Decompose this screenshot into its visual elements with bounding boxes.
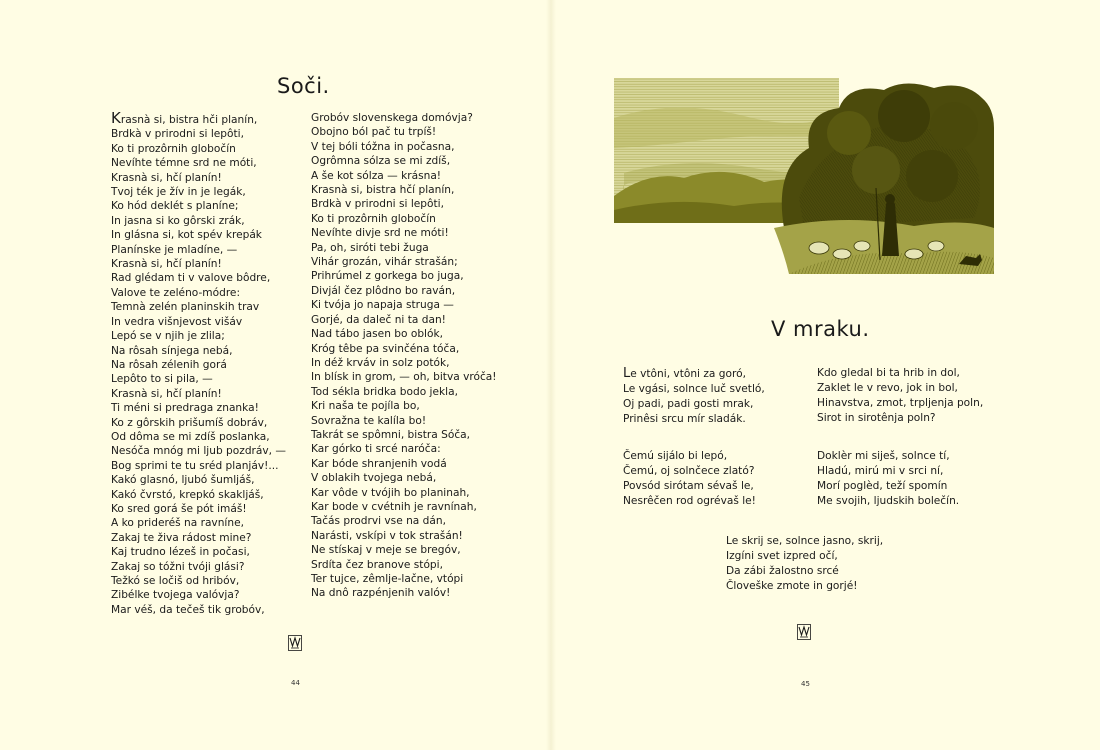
stanza-4 xyxy=(817,449,959,509)
verse-line: Krasnà si, hčí planín! xyxy=(111,171,222,184)
verse-line: Lepôto to si pila, — xyxy=(111,373,213,386)
page-number-right: 45 xyxy=(801,680,810,688)
monogram-ornament-left xyxy=(288,635,302,651)
verse-line: Króg têbe pa svinčéna tóča, xyxy=(311,342,460,355)
verse-line: Od dôma se mi zdíš poslanka, xyxy=(111,430,270,443)
verse-line: Obojno ból pač tu trpíš! xyxy=(311,126,437,139)
verse-line: Le vtôni, vtôni za goró, xyxy=(623,366,746,381)
verse-line: Kaj trudno lézeš in počasi, xyxy=(111,546,250,559)
verse-line: Nesrêčen rod ogrévaš le! xyxy=(623,495,756,507)
verse-line: Kakó glasnó, ljubó šumljáš, xyxy=(111,474,255,487)
verse-line: Zaklet le v revo, jok in bol, xyxy=(817,382,958,394)
verse-line: Povsód sirótam sévaš le, xyxy=(623,480,754,492)
verse-line: Čemú, oj solnčece zlató? xyxy=(623,465,755,477)
verse-line: Sovražna te kalíla bo! xyxy=(311,414,427,427)
verse-line: Prinêsi srcu mír sladák. xyxy=(623,413,746,425)
verse-line: Človeške zmote in gorjé! xyxy=(726,580,858,592)
verse-line: A še kot sólza — krásna! xyxy=(311,169,442,182)
verse-line: Takrát se spômni, bistra Sóča, xyxy=(311,428,470,441)
verse-line: Nad tábo jasen bo oblók, xyxy=(311,328,443,341)
verse-line: Na rôsah zélenih gorá xyxy=(111,358,227,371)
verse-line: Ko hód deklét s planíne; xyxy=(111,200,239,213)
verse-line: Narásti, vskípi v tok strašán! xyxy=(311,529,463,542)
verse-line: In déž krváv in solz potók, xyxy=(311,356,450,369)
verse-line: Grobóv slovenskega domóvja? xyxy=(311,112,473,124)
verse-line: Nesóča mnóg mi ljub pozdráv, — xyxy=(111,445,286,458)
stanza-3 xyxy=(623,449,756,509)
verse-line: Le vgási, solnce luč svetló, xyxy=(623,383,765,395)
verse-line: Oj padi, padi gosti mrak, xyxy=(623,398,754,410)
verse-line: Težkó se ločiš od hribóv, xyxy=(111,575,240,587)
verse-line: Divjál čez plôdno bo raván, xyxy=(311,284,456,297)
verse-line: In jasna si ko gôrski zrák, xyxy=(111,214,245,227)
verse-line: Rad glédam ti v valove bôdre, xyxy=(111,272,271,285)
verse-line: Nevíhte divje srd ne móti! xyxy=(311,227,449,240)
page-title-soci: Soči. xyxy=(277,74,330,98)
verse-line: Krasnà si, hčí planín! xyxy=(111,258,222,271)
verse-line: Izgíni svet izpred očí, xyxy=(726,550,838,562)
verse-line: Čemú sijálo bi lepó, xyxy=(623,450,728,462)
verse-line: Ko ti prozôrnih globočín xyxy=(311,212,436,225)
stanza-5 xyxy=(726,534,883,594)
verse-line: V oblakih tvojega nebá, xyxy=(311,472,437,485)
verse-line: Brdkà v prirodni si lepôti, xyxy=(111,128,244,141)
verse-line: Tvoj ték je žív in je legák, xyxy=(111,186,246,199)
verse-line: Kar bóde shranjenih vodá xyxy=(311,457,447,470)
verse-line: Na rôsah sínjega nebá, xyxy=(111,344,233,357)
page-number-left: 44 xyxy=(291,679,300,687)
verse-line: Nevíhte témne srd ne móti, xyxy=(111,157,257,170)
page-title-v-mraku: V mraku. xyxy=(771,317,870,341)
verse-line: Hinavstva, zmot, trpljenja poln, xyxy=(817,397,984,409)
verse-line: Planínske je mladíne, — xyxy=(111,243,238,256)
verse-line: Lepó se v njih je zlila; xyxy=(111,330,225,343)
verse-line: Ti méni si predraga znanka! xyxy=(111,402,259,415)
verse-line: Ko sred gorá še pót imáš! xyxy=(111,502,247,515)
verse-line: V tej bóli tóžna in počasna, xyxy=(311,140,455,153)
verse-line: Kri naša te pojíla bo, xyxy=(311,400,420,413)
verse-line: Zakaj te živa rádost mine? xyxy=(111,531,252,544)
verse-line: Ogrômna sólza se mi zdíš, xyxy=(311,155,451,168)
verse-line: Krasnà si, hčí planín! xyxy=(111,387,222,400)
poem-column-right xyxy=(311,111,497,601)
verse-line: Zakaj so tóžni tvóji glási? xyxy=(111,560,245,573)
verse-line: Tod sékla bridka bodo jekla, xyxy=(311,385,458,398)
verse-line: Ter tujce, zêmlje-lačne, vtópi xyxy=(311,573,464,585)
verse-line: Brdkà v prirodni si lepôti, xyxy=(311,198,444,211)
verse-line: Temnà zelén planinskih trav xyxy=(111,301,260,314)
stanza-2 xyxy=(817,366,983,426)
verse-line: Tačás prodrvi vse na dán, xyxy=(311,515,446,528)
verse-line: Zibélke tvojega valóvja? xyxy=(111,589,240,602)
verse-line: Kar górko ti srcé naróča: xyxy=(311,443,441,456)
verse-line: A ko prideréš na ravníne, xyxy=(111,517,244,530)
verse-line: Ki tvója jo napaja struga — xyxy=(311,299,454,312)
verse-line: Kdo gledal bi ta hrib in dol, xyxy=(817,367,960,379)
verse-line: Valove te zeléno-módre: xyxy=(111,286,241,299)
poem-column-left xyxy=(111,111,286,617)
verse-line: In blísk in grom, — oh, bitva vróča! xyxy=(311,371,497,384)
verse-line: Doklèr mi siješ, solnce tí, xyxy=(817,450,950,462)
verse-line: Morí poglèd, teží spomín xyxy=(817,480,948,492)
verse-line: Le skrij se, solnce jasno, skrij, xyxy=(726,535,884,547)
gutter-shadow xyxy=(546,0,556,750)
verse-line: Krasnà si, bistra hčí planín, xyxy=(311,184,455,197)
verse-line: Kakó čvrstó, krepkó skakljáš, xyxy=(111,488,264,501)
verse-line: Mar véš, da tečeš tik grobóv, xyxy=(111,603,265,616)
landscape-illustration xyxy=(614,78,994,274)
verse-line: Pa, oh, siróti tebi žuga xyxy=(311,241,429,254)
verse-line: Na dnô razpénjenih valóv! xyxy=(311,587,451,600)
verse-line: Sirot in sirotênja poln? xyxy=(817,412,936,424)
verse-line: In vedra višnjevost višáv xyxy=(111,315,243,328)
verse-line: Me svojih, ljudskih bolečín. xyxy=(817,495,960,507)
verse-line: Hladú, mirú mi v srci ní, xyxy=(817,465,944,477)
verse-line: Ne stískaj v meje se bregóv, xyxy=(311,544,461,557)
verse-line: In glásna si, kot spév krepák xyxy=(111,229,262,242)
verse-line: Prihrúmel z gorkega bo juga, xyxy=(311,270,464,283)
verse-line: Vihár grozán, vihár strašán; xyxy=(311,256,458,269)
verse-line: Krasnà si, bistra hči planín, xyxy=(111,109,258,127)
verse-line: Da zábi žalostno srcé xyxy=(726,565,839,577)
monogram-ornament-right xyxy=(797,624,811,640)
verse-line: Bog sprimi te tu sréd planjáv!... xyxy=(111,459,279,472)
verse-line: Srdíta čez branove stópi, xyxy=(311,558,443,571)
verse-line: Ko z gôrskih prišumíš dobráv, xyxy=(111,416,268,429)
stanza-1 xyxy=(623,366,765,427)
verse-line: Ko ti prozôrnih globočín xyxy=(111,142,236,155)
verse-line: Kar bode v cvétnih je ravnínah, xyxy=(311,500,477,513)
verse-line: Kar vôde v tvójih bo planinah, xyxy=(311,486,470,499)
verse-line: Gorjé, da daleč ni ta dan! xyxy=(311,313,446,326)
